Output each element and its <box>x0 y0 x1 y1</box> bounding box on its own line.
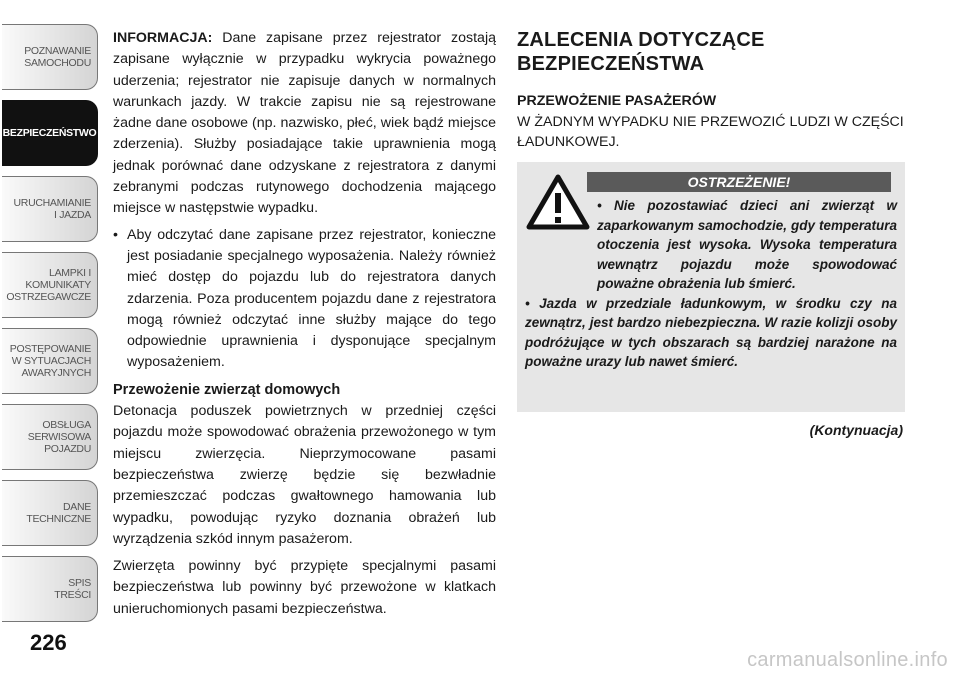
tab-spis-tresci[interactable]: SPIS TREŚCI <box>2 556 98 622</box>
tab-uruchamianie-i-jazda[interactable]: URUCHAMIANIE I JAZDA <box>2 176 98 242</box>
warning-item-2: • Jazda w przedziale ładunkowym, w środku czy na zewnątrz, jest bardzo niebezpieczna. W razie kolizji osoby podróżujące w tych obszarach są bardziej narażone na poważne urazy lub nawet śmierć. <box>525 295 897 369</box>
subsection-heading: PRZEWOŻENIE PASAŻERÓW <box>517 93 717 109</box>
watermark: carmanualsonline.info <box>747 649 948 671</box>
warning-header: OSTRZEŻENIE! <box>587 172 891 192</box>
pets-paragraph-2: Zwierzęta powinny być przypięte specjalnymi pasami bezpieczeństwa lub powinny być przewożone w klatkach unieruchomionych pasami bezpieczeństwa. <box>113 558 496 617</box>
warning-box <box>517 162 905 412</box>
info-text: Dane zapisane przez rejestrator zostają zapisane wyłącznie w przypadku wykrycia poważnego uderzenia; rejestrator nie zapisuje danych w normalnych warunkach jazdy. W trakcie zapisu nie są rejestrowane żadne dane osobowe (np. nazwisko, płeć, wiek bądź miejsce zderzenia). Służby posiadające takie uprawnienia mogą jednak porównać dane odzyskane z rejestratora z danymi zebranymi podczas rutynowego dochodzenia mającego miejsce w następstwie wypadku. <box>113 30 496 217</box>
right-column <box>517 28 905 152</box>
section-title-line-1: ZALECENIA DOTYCZĄCE <box>517 29 765 51</box>
warning-body <box>525 196 897 372</box>
pets-paragraph-1: Detonacja poduszek powietrznych w przedniej części pojazdu może spowodować obrażenia przewożonego w tym miejscu zwierzęcia. Nieprzymocowane pasami bezpieczeństwa zwierzę będzie się bezwładnie przemieszczać podczas gwałtownego hamowania lub wypadku, powodując ryzyko doznania obrażeń lub wyrządzenia szkód innym pasażerom. <box>113 403 496 547</box>
pets-heading: Przewożenie zwierząt domowych <box>113 381 341 398</box>
bullet-mark: • <box>113 226 118 243</box>
bullet-text: Aby odczytać dane zapisane przez rejestrator, konieczne jest posiadanie specjalnego wyposażenia. Należy również mieć dostęp do pojazdu lub do rejestratora danych zdarzenia. Poza producentem pojazdu dane z rejestratora mogą również odczytać inne służby mające do tego odpowiednie uprawnienia i dysponujące specjalnym wyposażeniem. <box>127 226 496 371</box>
warning-item-1: • Nie pozostawiać dzieci ani zwierząt w zaparkowanym samochodzie, gdy temperatura otoczenia jest wysoka. Wysoka temperatura wewnątrz pojazdu może spowodować poważne obrażenia lub śmierć. <box>597 198 897 291</box>
tab-obsluga-serwisowa[interactable]: OBSŁUGA SERWISOWA POJAZDU <box>2 404 98 470</box>
chapter-sidebar <box>0 0 100 678</box>
info-label: INFORMACJA: <box>113 30 213 46</box>
caps-notice: W ŻADNYM WYPADKU NIE PRZEWOZIĆ LUDZI W CZĘŚCI ŁADUNKOWEJ. <box>517 114 904 150</box>
left-column <box>113 28 496 620</box>
page-number: 226 <box>30 630 67 655</box>
section-title-line-2: BEZPIECZEŃSTWA <box>517 53 705 75</box>
tab-poznawanie-samochodu[interactable]: POZNAWANIE SAMOCHODU <box>2 24 98 90</box>
continued-label: (Kontynuacja) <box>809 422 903 438</box>
section-title <box>517 28 905 76</box>
tab-postepowanie-awaryjne[interactable]: POSTĘPOWANIE W SYTUACJACH AWARYJNYCH <box>2 328 98 394</box>
info-paragraph <box>113 28 496 220</box>
tab-lampki-i-komunikaty[interactable]: LAMPKI I KOMUNIKATY OSTRZEGAWCZE <box>2 252 98 318</box>
list-item <box>113 225 496 374</box>
tab-bezpieczenstwo[interactable]: BEZPIECZEŃSTWO <box>2 100 98 166</box>
tab-dane-techniczne[interactable]: DANE TECHNICZNE <box>2 480 98 546</box>
